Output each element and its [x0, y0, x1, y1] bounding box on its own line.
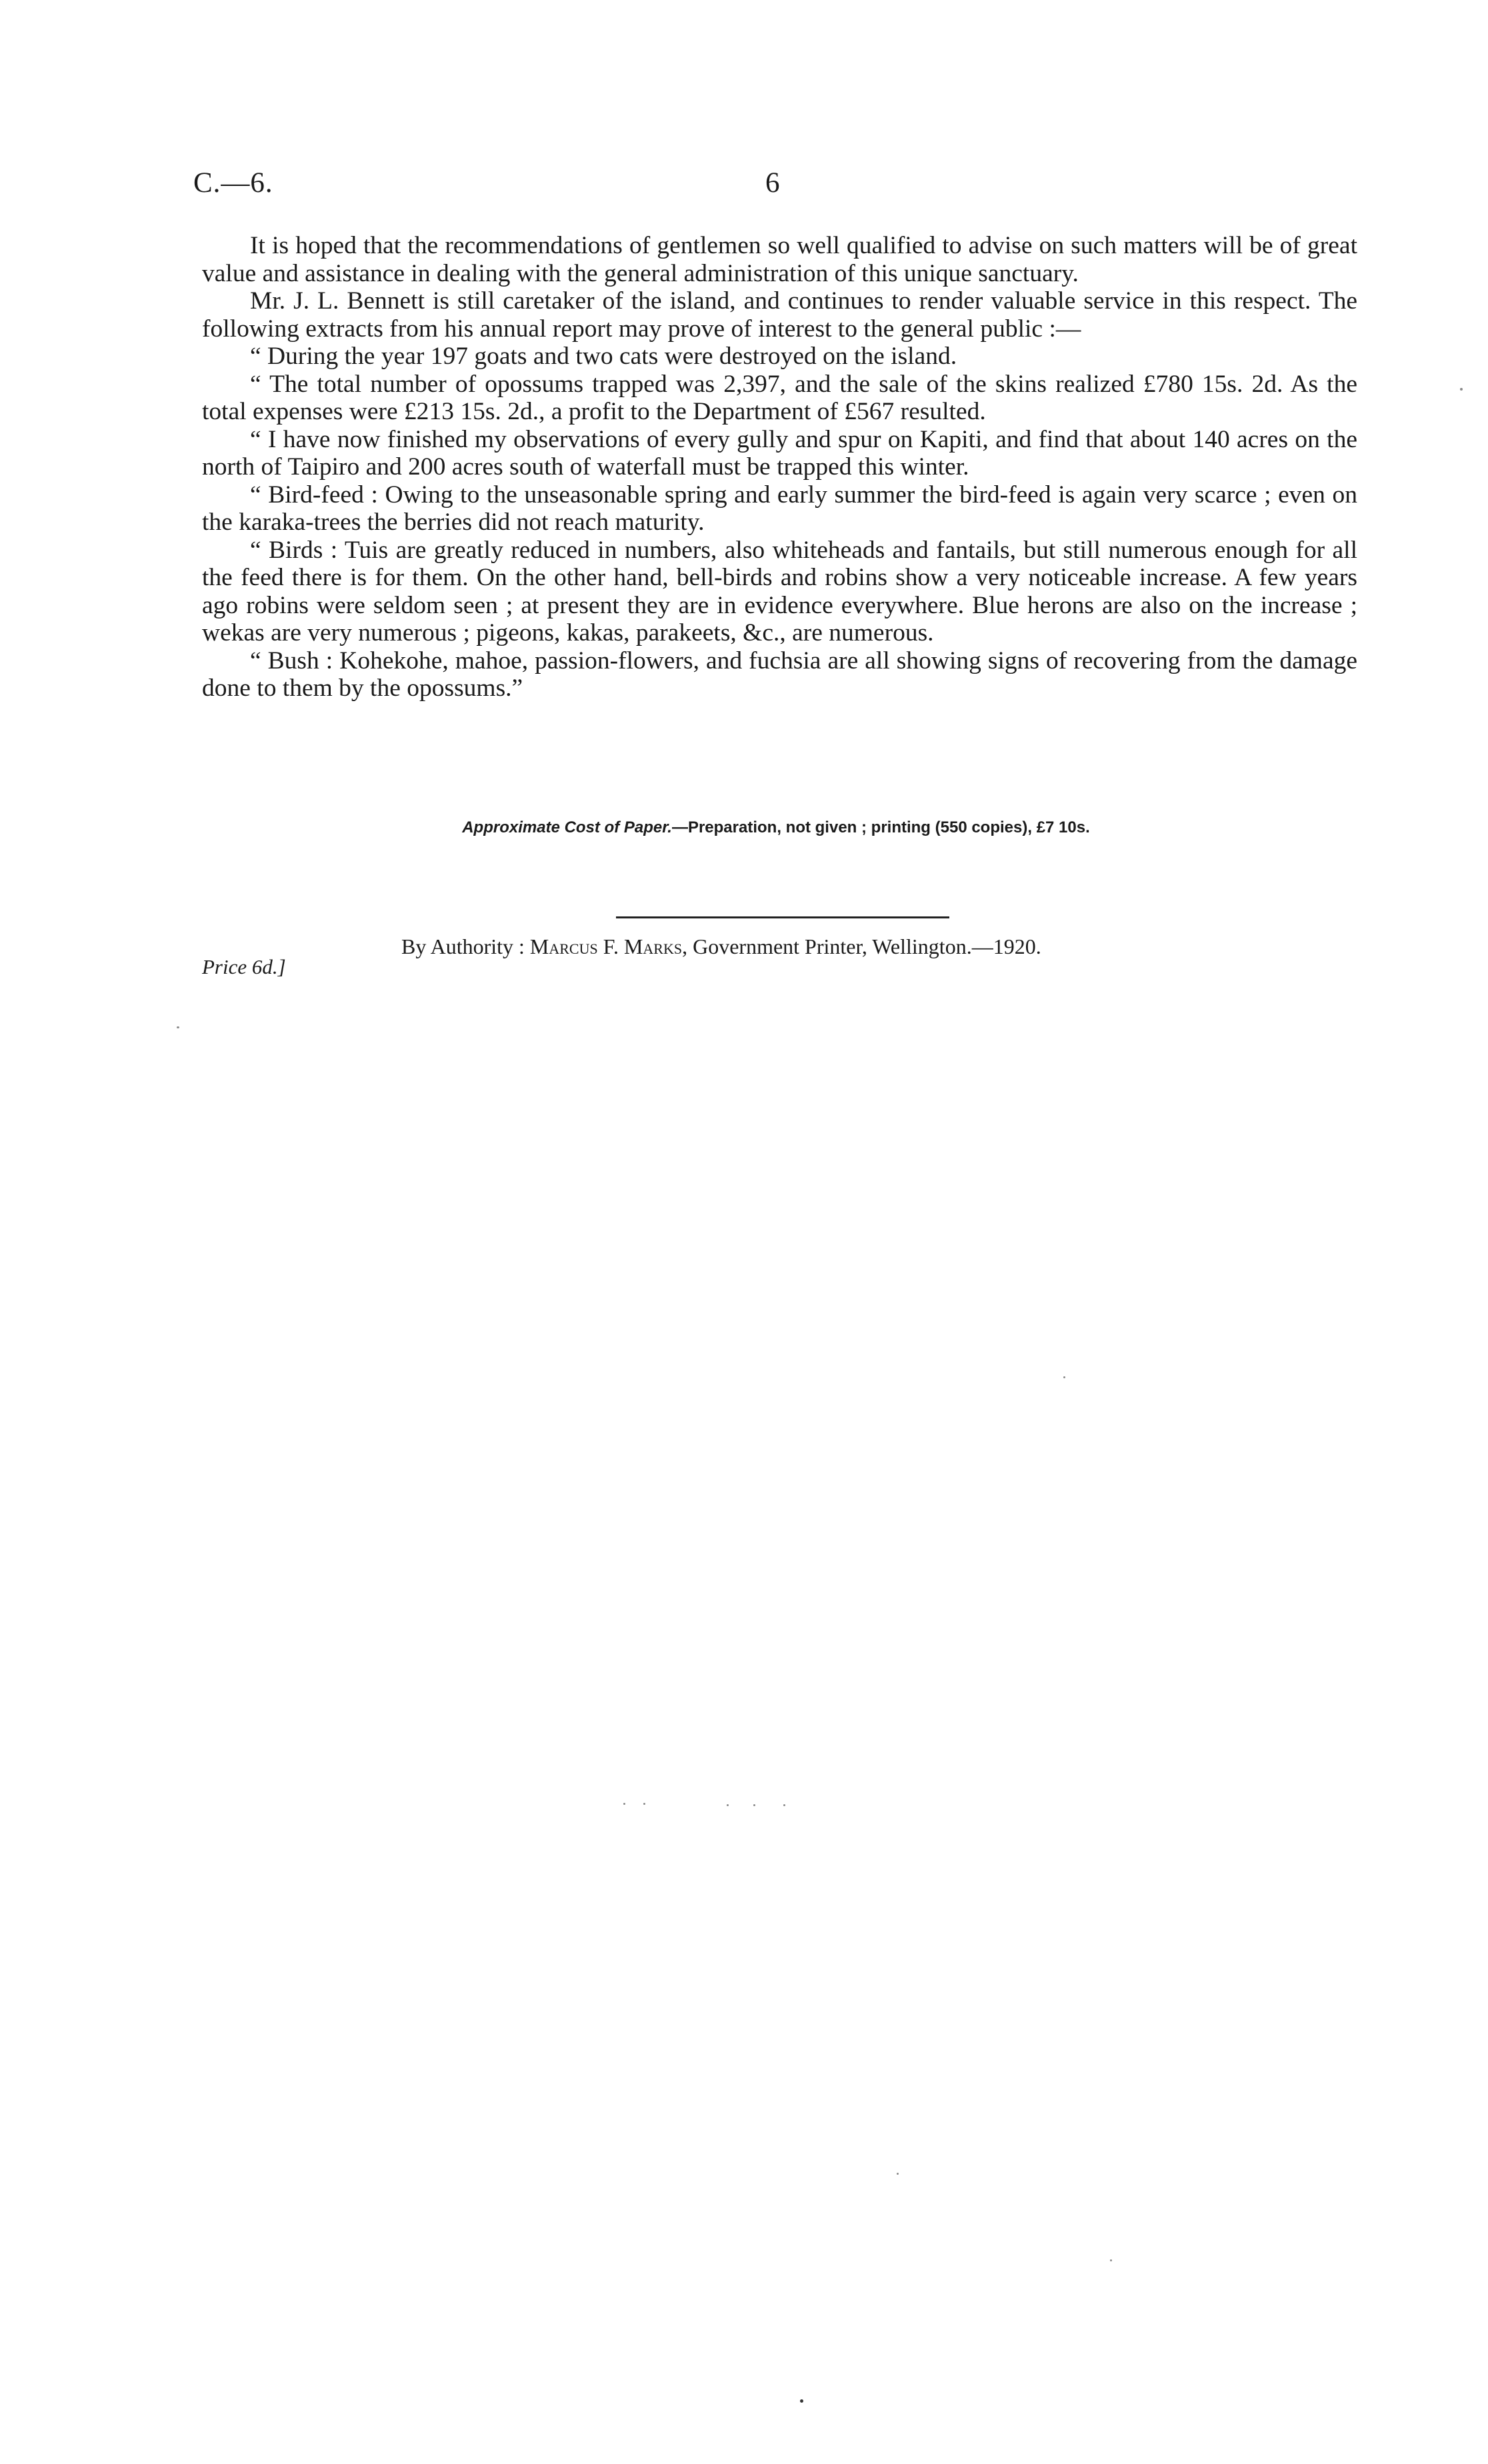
scan-speck [800, 2399, 803, 2403]
scan-speck [1460, 388, 1463, 391]
scan-speck [753, 1804, 755, 1806]
paragraph-goats-cats: “ During the year 197 goats and two cats were destroyed on the island. [250, 343, 957, 370]
page-number: 6 [765, 167, 780, 199]
scan-speck [1063, 1376, 1065, 1378]
scan-speck [623, 1803, 625, 1805]
paragraph-bird-feed: “ Bird-feed : Owing to the unseasonable spring and early summer the bird-feed is again very scarce ; even on the karaka-trees the berries did not reach maturity. [202, 481, 1357, 536]
authority-suffix: , Government Printer, Wellington.—1920. [682, 934, 1041, 958]
paragraph-recommendations: It is hoped that the recommendations of gentlemen so well qualified to advise on such matters will be of great value and assistance in dealing with the general administration of this unique sanctuary. [202, 232, 1357, 287]
cost-of-paper [200, 818, 1352, 837]
price-label: Price [202, 955, 247, 978]
scan-speck [783, 1804, 785, 1806]
report-code: C.—6. [193, 167, 273, 199]
scan-speck [897, 2173, 899, 2175]
printer-imprint [401, 934, 1041, 959]
scan-speck [1110, 2259, 1112, 2261]
scan-speck [727, 1804, 729, 1806]
paragraph-bush: “ Bush : Kohekohe, mahoe, passion-flowers, and fuchsia are all showing signs of recovering from the damage done to them by the opossums.” [202, 646, 1357, 702]
price-value: 6d.] [251, 955, 286, 978]
cost-label: Approximate Cost of Paper. [462, 818, 672, 836]
paragraph-opossums-trapped: “ The total number of opossums trapped was 2,397, and the sale of the skins realized £780 15s. 2d. As the total expenses were £213 15s. 2d., a profit to the Department of £567 resulted. [202, 370, 1357, 425]
cost-text: —Preparation, not given ; printing (550 copies), £7 10s. [671, 818, 1090, 836]
footer-rule [616, 916, 949, 918]
authority-prefix: By Authority : [401, 934, 525, 958]
scan-speck [643, 1803, 645, 1805]
printer-name: Marcus F. Marks [529, 934, 683, 958]
report-body [202, 232, 1357, 702]
scan-speck [177, 1026, 179, 1028]
price-note [202, 955, 286, 979]
paragraph-observations: “ I have now finished my observations of every gully and spur on Kapiti, and find that about 140 acres on the north of Taipiro and 200 acres south of waterfall must be trapped this winter. [202, 425, 1357, 481]
paragraph-caretaker: Mr. J. L. Bennett is still caretaker of the island, and continues to render valuable service in this respect. The following extracts from his annual report may prove of interest to the general public :— [202, 287, 1357, 343]
paragraph-birds: “ Birds : Tuis are greatly reduced in numbers, also whiteheads and fantails, but still numerous enough for all the feed there is for them. On the other hand, bell-birds and robins show a very noticeable increase. A few years ago robins were seldom seen ; at present they are in evidence everywhere. Blue herons are also on the increase ; wekas are very numerous ; pigeons, kakas, parakeets, &c., are numerous. [202, 536, 1357, 646]
